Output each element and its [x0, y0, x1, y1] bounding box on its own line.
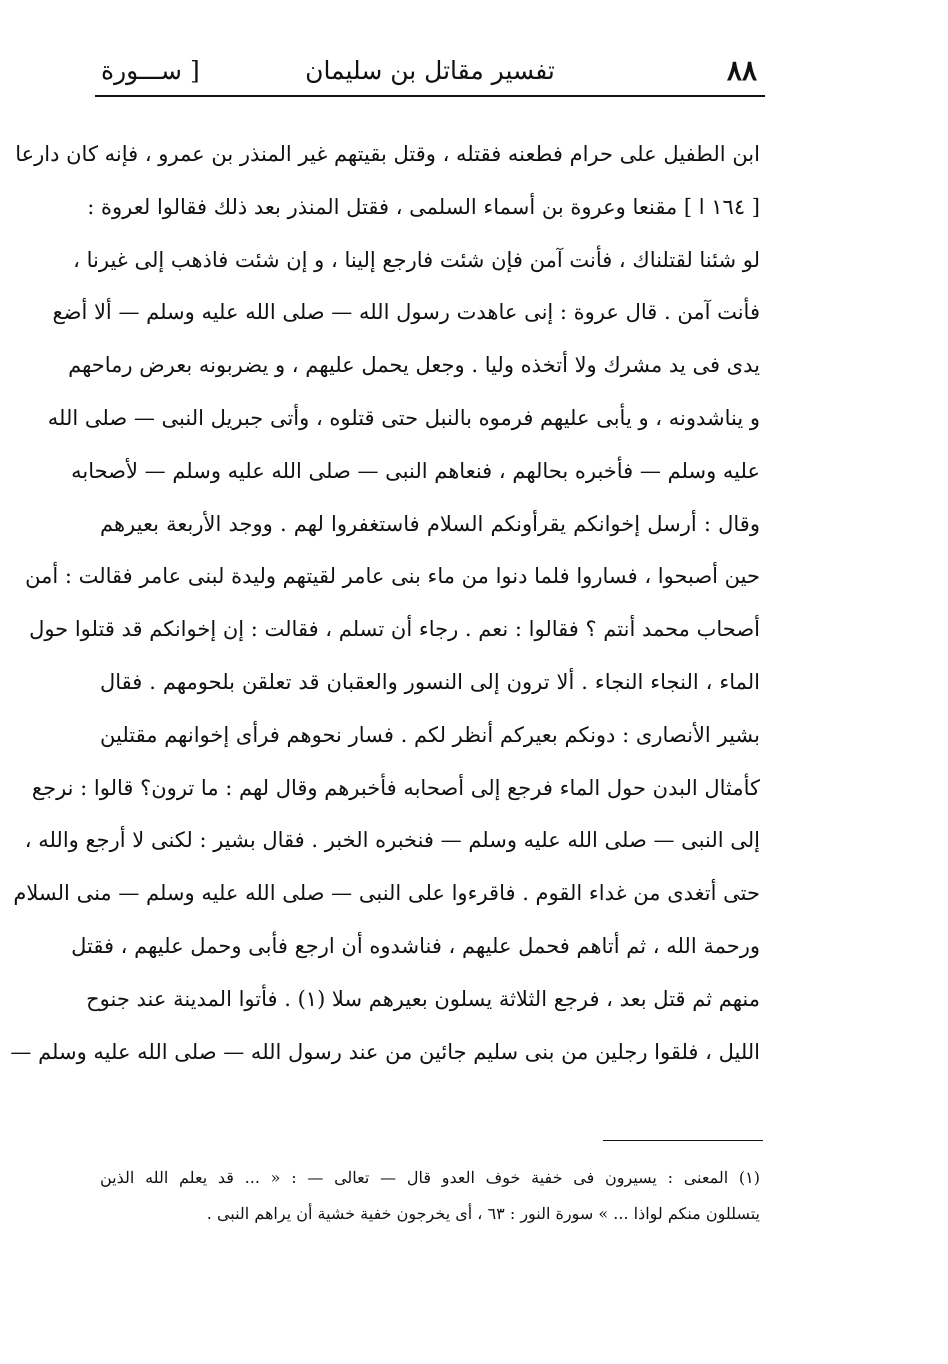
text-line: الليل ، فلقوا رجلين من بنى سليم جائين من عند رسول الله — صلى الله عليه وسلم — [10, 1039, 760, 1064]
footnote-line: يتسللون منكم لواذا ... » سورة النور : ٦٣ ، أى يخرجون خفية خشية أن يراهم النبى . [206, 1204, 760, 1223]
text-line: فأنت آمن . قال عروة : إنى عاهدت رسول الله — صلى الله عليه وسلم — ألا أضع [52, 300, 760, 325]
text-line: ابن الطفيل على حرام فطعنه فقتله ، وقتل بقيتهم غير المنذر بن عمرو ، فإنه كان دارعا [15, 142, 760, 166]
text-line: أصحاب محمد أنتم ؟ فقالوا : نعم . رجاء أن تسلم ، فقالت : إن إخوانكم قد قتلوا حول [29, 617, 760, 642]
page-number: ٨٨ [726, 54, 757, 87]
text-line: بشير الأنصارى : دونكم بعيركم أنظر لكم . فسار نحوهم فرأى إخوانهم مقتلين [100, 722, 760, 747]
text-line: عليه وسلم — فأخبره بحالهم ، فنعاهم النبى — صلى الله عليه وسلم — لأصحابه [71, 458, 760, 483]
text-line: إلى النبى — صلى الله عليه وسلم — فنخبره الخبر . فقال بشير : لكنى لا أرجع والله ، [24, 828, 760, 853]
surah-label: [ ســـورة [101, 56, 200, 85]
book-title: تفسير مقاتل بن سليمان [305, 56, 555, 85]
page-header [95, 48, 765, 96]
text-line: الماء ، النجاء النجاء . ألا ترون إلى النسور والعقبان قد تعلقن بلحومهم . فقال [100, 669, 760, 694]
footnotes [100, 1160, 760, 1232]
footnote-divider [603, 1140, 763, 1141]
text-line: حين أصبحوا ، فساروا فلما دنوا من ماء بنى عامر لقيتهم وليدة لبنى عامر فقالت : أمن [25, 564, 760, 589]
text-line: كأمثال البدن حول الماء فرجع إلى أصحابه فأخبرهم وقال لهم : ما ترون؟ قالوا : نرجع [31, 775, 760, 800]
header-divider [95, 95, 765, 97]
text-line: و يناشدونه ، و يأبى عليهم فرموه بالنبل حتى قتلوه ، وأتى جبريل النبى — صلى الله [47, 405, 760, 430]
text-line: وقال : أرسل إخوانكم يقرأونكم السلام فاستغفروا لهم . ووجد الأربعة بعيرهم [100, 511, 760, 536]
text-line: حتى أتغدى من غداء القوم . فاقرءوا على النبى — صلى الله عليه وسلم — منى السلام [13, 881, 760, 906]
text-line: ورحمة الله ، ثم أتاهم فحمل عليهم ، فناشدوه أن ارجع فأبى وحمل عليهم ، فقتل [71, 933, 760, 958]
text-line: يدى فى يد مشرك ولا أتخذه وليا . وجعل يحمل عليهم ، و يضربونه بعرض رماحهم [68, 353, 760, 378]
text-line: لو شئنا لقتلناك ، فأنت آمن فإن شئت فارجع إلينا ، و إن شئت فاذهب إلى غيرنا ، [73, 247, 760, 272]
text-line: منهم ثم قتل بعد ، فرجع الثلاثة يسلون بعيرهم سلا (١) . فأتوا المدينة عند جنوح [86, 986, 760, 1011]
footnote-line: (١) المعنى : يسيرون فى خفية خوف العدو قال — تعالى — : « ... قد يعلم الله الذين [100, 1168, 760, 1187]
text-line: [ ١٦٤ ا ] مقنعا وعروة بن أسماء السلمى ، فقتل المنذر بعد ذلك فقالوا لعروة : [87, 194, 760, 219]
main-text [10, 128, 760, 1078]
